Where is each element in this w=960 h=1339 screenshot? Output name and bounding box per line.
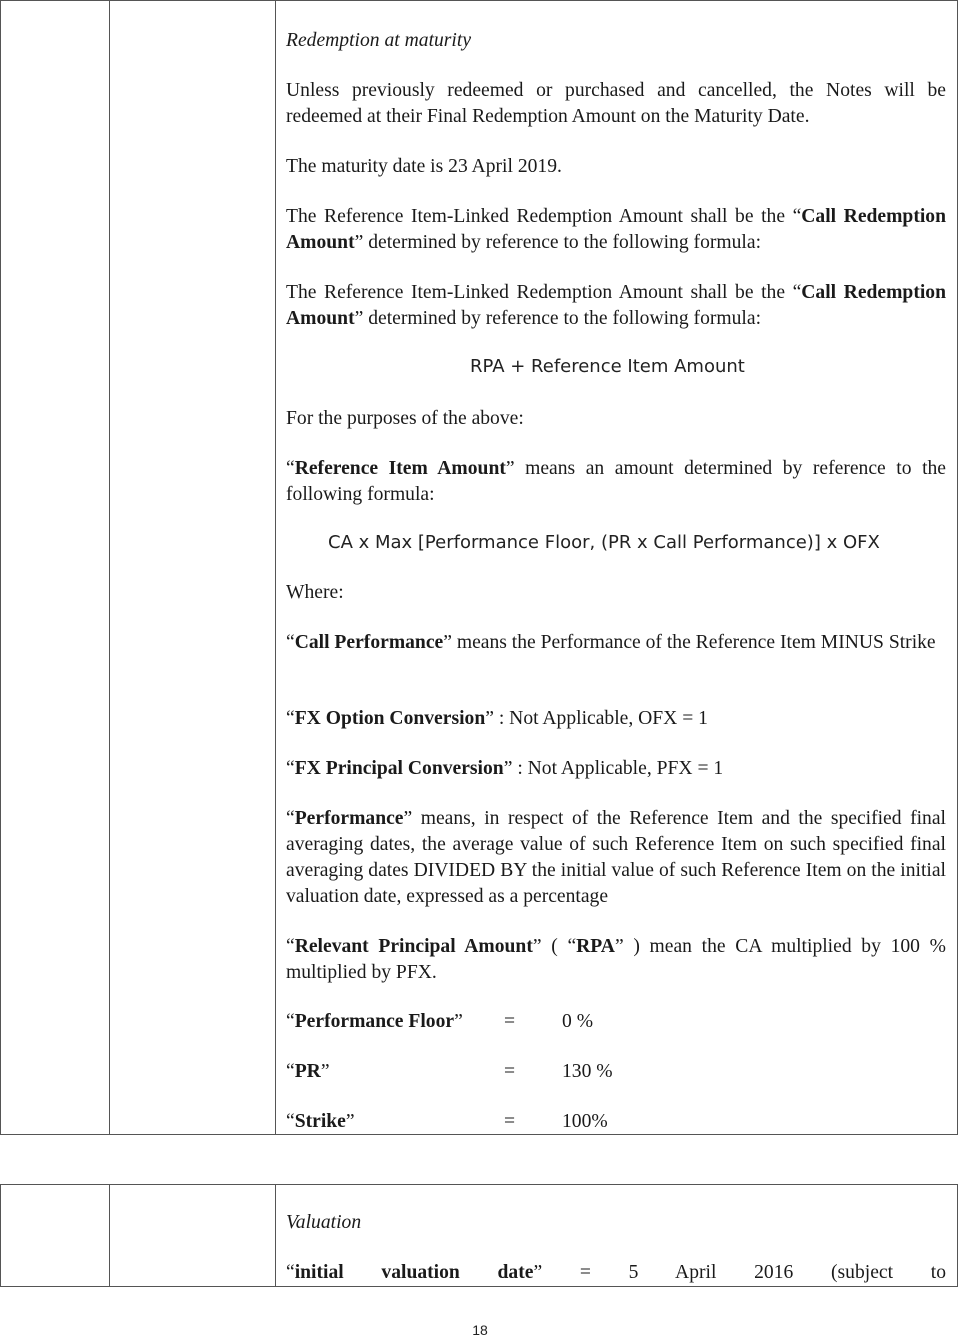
paragraph-fx-option: “FX Option Conversion” : Not Applicable, OFX = 1 (286, 708, 708, 729)
column-divider-2 (275, 1, 276, 1134)
formula-reference-item-amount: CA x Max [Performance Floor, (PR x Call Performance)] x OFX (328, 532, 880, 553)
paragraph-call-redemption-2: The Reference Item-Linked Redemption Amount shall be the “Call Redemption Amount” determined by reference to the following formula: (286, 282, 946, 329)
definition-term: “Strike” (286, 1111, 355, 1132)
section-heading-valuation: Valuation (286, 1212, 362, 1233)
definition-equals: = (504, 1011, 516, 1032)
paragraph-reference-item-amount: “Reference Item Amount” means an amount determined by reference to the following formula: (286, 458, 947, 505)
page-number: 18 (472, 1322, 488, 1338)
section-heading-redemption: Redemption at maturity (286, 30, 472, 51)
definition-equals: = (504, 1111, 516, 1132)
column-divider-2 (275, 1185, 276, 1286)
paragraph-purposes: For the purposes of the above: (286, 408, 524, 429)
formula-redemption: RPA + Reference Item Amount (470, 356, 745, 377)
paragraph-initial-valuation-date: “initial valuation date” = 5 April 2016 (subject to (286, 1262, 946, 1283)
definition-equals: = (504, 1061, 516, 1082)
definition-term: “Performance Floor” (286, 1011, 463, 1032)
paragraph-call-performance: “Call Performance” means the Performance of the Reference Item MINUS Strike (286, 632, 936, 653)
paragraph-relevant-principal: “Relevant Principal Amount” ( “RPA” ) mean the CA multiplied by 100 % multiplied by PFX. (286, 936, 946, 983)
paragraph-redemption-intro: Unless previously redeemed or purchased and cancelled, the Notes will be redeemed at their Final Redemption Amount on the Maturity Date. (286, 80, 946, 127)
definition-value: 100% (562, 1111, 608, 1132)
paragraph-performance: “Performance” means, in respect of the Reference Item and the specified final averaging dates, the average value of such Reference Item on such specified final averaging dates DIVIDED BY the initial value of such Reference Item on the initial valuation date, expressed as a percentage (286, 808, 946, 907)
definition-value: 0 % (562, 1011, 594, 1032)
definition-term: “PR” (286, 1061, 330, 1082)
paragraph-call-redemption-1: The Reference Item-Linked Redemption Amount shall be the “Call Redemption Amount” determined by reference to the following formula: (286, 206, 946, 253)
column-divider-1 (109, 1, 110, 1134)
paragraph-fx-principal: “FX Principal Conversion” : Not Applicable, PFX = 1 (286, 758, 724, 779)
paragraph-maturity-date: The maturity date is 23 April 2019. (286, 156, 562, 177)
column-divider-1 (109, 1185, 110, 1286)
definition-value: 130 % (562, 1061, 613, 1082)
paragraph-where: Where: (286, 582, 344, 603)
